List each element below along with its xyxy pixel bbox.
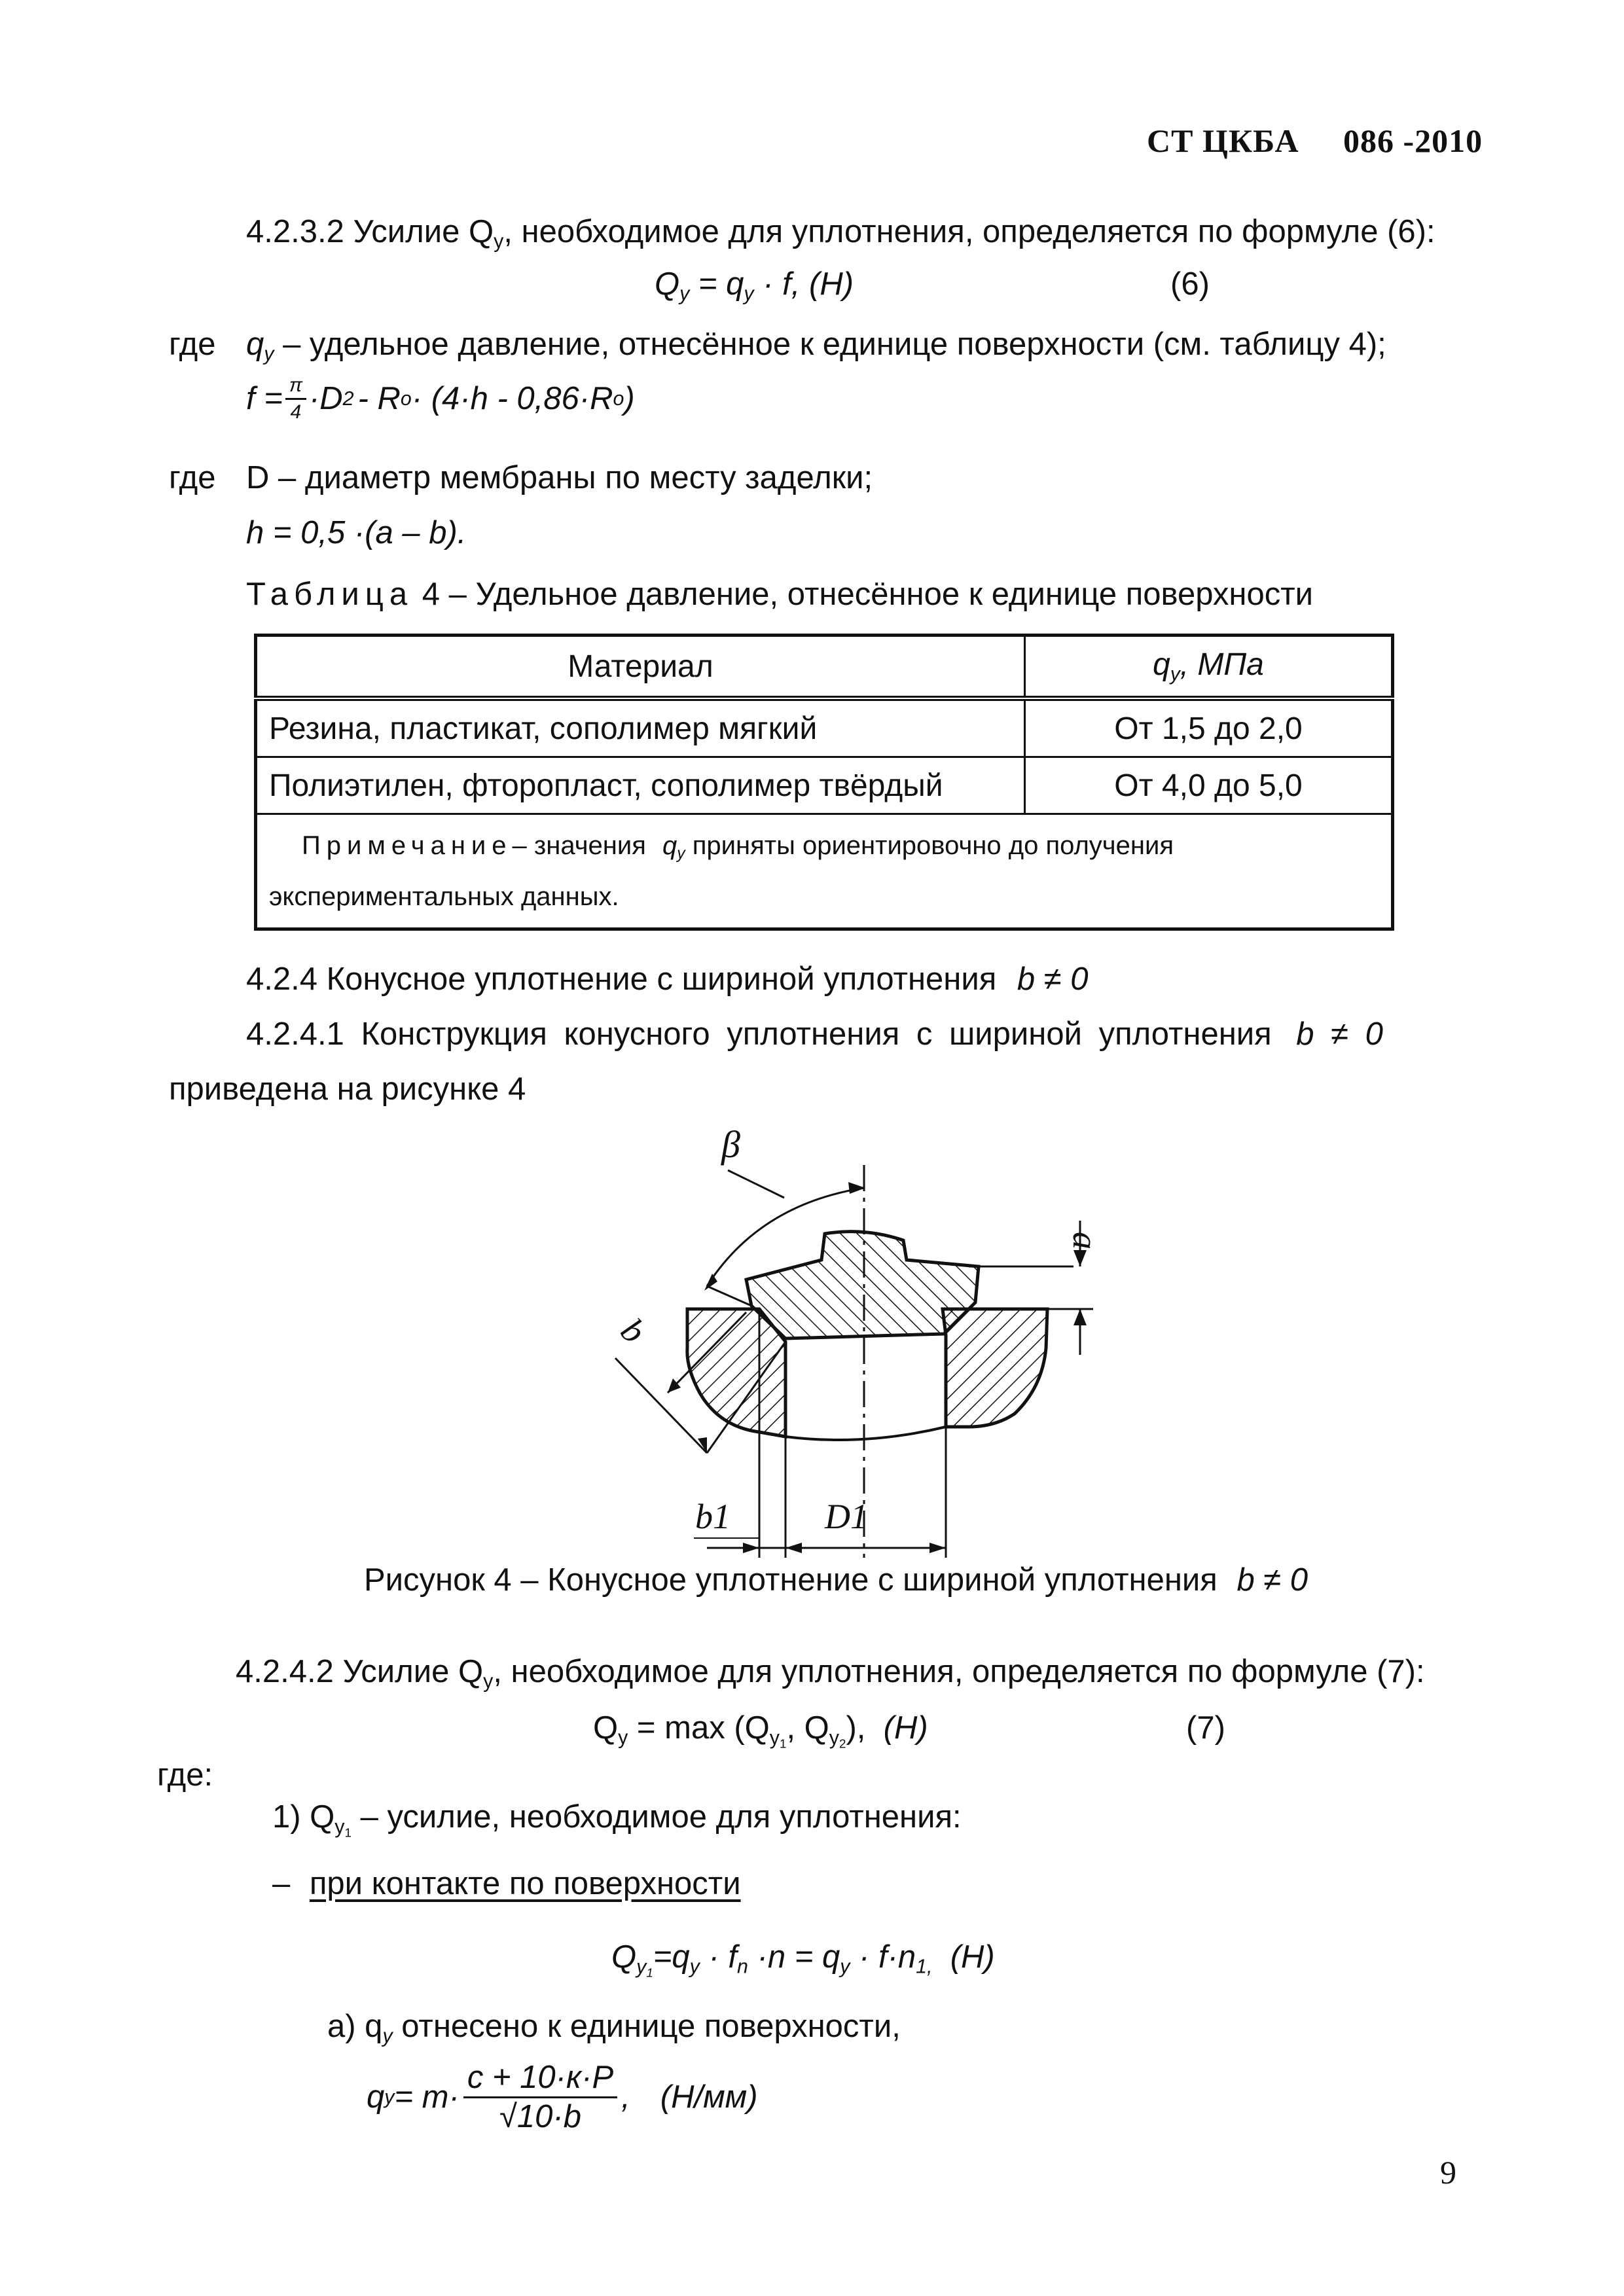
list-item-a: а) $q_у$ отнесено к единице поверхности, [327,2009,901,2047]
formula-7: $Q_у = \max (Q_{у_1}$, $Q_{у_2}$), (H) [593,1710,928,1750]
formula-7-number: (7) [1186,1710,1225,1746]
label-b1: b1 [695,1497,731,1536]
beta-leader [728,1170,784,1198]
table-header-row [256,636,1393,699]
qy-definition: $q_у$ – удельное давление, отнесённое к единице поверхности (см. таблицу 4); [246,327,1386,365]
table-row [256,698,1393,757]
table-4 [254,634,1394,931]
doc-standard-org: СТ ЦКБА [1147,122,1299,159]
doc-standard-code: 086 -2010 [1343,122,1483,159]
table-row [256,757,1393,814]
table-note: Примечание– значения $q_у$ приняты ориентировочно до получения экспериментальных данных. [256,814,1393,929]
figure-4-drawing [576,1086,1139,1584]
bore-edge [785,1427,946,1440]
f-formula: f = $\frac{\pi}{4}$ ·D 2 - R o · (4·h - 0,86·R o ) [246,374,635,423]
list-item-dash: – при контакте по поверхности [272,1866,741,1901]
figure-4-caption: Рисунок 4 – Конусное уплотнение с шириной уплотнения b ≠ 0 [364,1562,1308,1598]
page-number: 9 [1440,2154,1456,2191]
formula-qy: q у = m· $\frac{c + 10\cdot к\cdot P}{√10\cdot b}$ , (H/мм) [367,2060,758,2134]
label-a: a [1066,1232,1105,1249]
label-beta: β [721,1123,740,1166]
table-cell-value: От 1,5 до 2,0 [1025,698,1393,757]
D-definition: D – диаметр мембраны по месту заделки; [246,460,873,495]
table-note-row [256,814,1393,929]
seat-right [943,1309,1047,1427]
paragraph-4242: 4.2.4.2 Усилие $Q_у$, необходимое для уплотнения, определяется по формуле (7): [236,1654,1425,1693]
where-label-2: где [169,460,216,495]
table-cell-value: От 4,0 до 5,0 [1025,757,1393,814]
paragraph-4241-cont: приведена на рисунке 4 [169,1071,526,1107]
formula-qy1: $Q_{у_1}=q_у \cdot f_n \cdot n = q_у \cdot f\cdot n_{1,}$ (H) [611,1939,995,1979]
h-definition: h = 0,5 ·(a – b). [246,515,467,550]
column-header-qy: $q_у$, МПа [1025,636,1393,699]
table-4-caption: Таблица 4 – Удельное давление, отнесённое к единице поверхности [246,577,1314,612]
paragraph-4241: 4.2.4.1 Конструкция конусного уплотнения с шириной уплотнения b ≠ 0 [246,1016,1383,1052]
table-cell-material: Резина, пластикат, сополимер мягкий [256,698,1025,757]
column-header-material: Материал [256,636,1025,699]
cone-seal [746,1232,979,1338]
where-label-1: где [169,327,216,362]
paragraph-4232: 4.2.3.2 Усилие $Q_у$, необходимое для уплотнения, определяется по формуле (6): [246,214,1435,253]
label-D1: D1 [825,1497,868,1536]
where-label-3: где: [157,1757,213,1793]
section-424-title: 4.2.4 Конусное уплотнение с шириной уплотнения b ≠ 0 [246,961,1089,997]
table-cell-material: Полиэтилен, фторопласт, сополимер твёрдый [256,757,1025,814]
formula-6-number: (6) [1170,266,1210,302]
formula-6: $Q_у = q_у \cdot f$, (H) [655,266,854,305]
list-item-1: 1) $Q_{у_1}$ – усилие, необходимое для уплотнения: [272,1799,962,1839]
seat-left [687,1309,785,1437]
label-b: b [613,1310,654,1352]
